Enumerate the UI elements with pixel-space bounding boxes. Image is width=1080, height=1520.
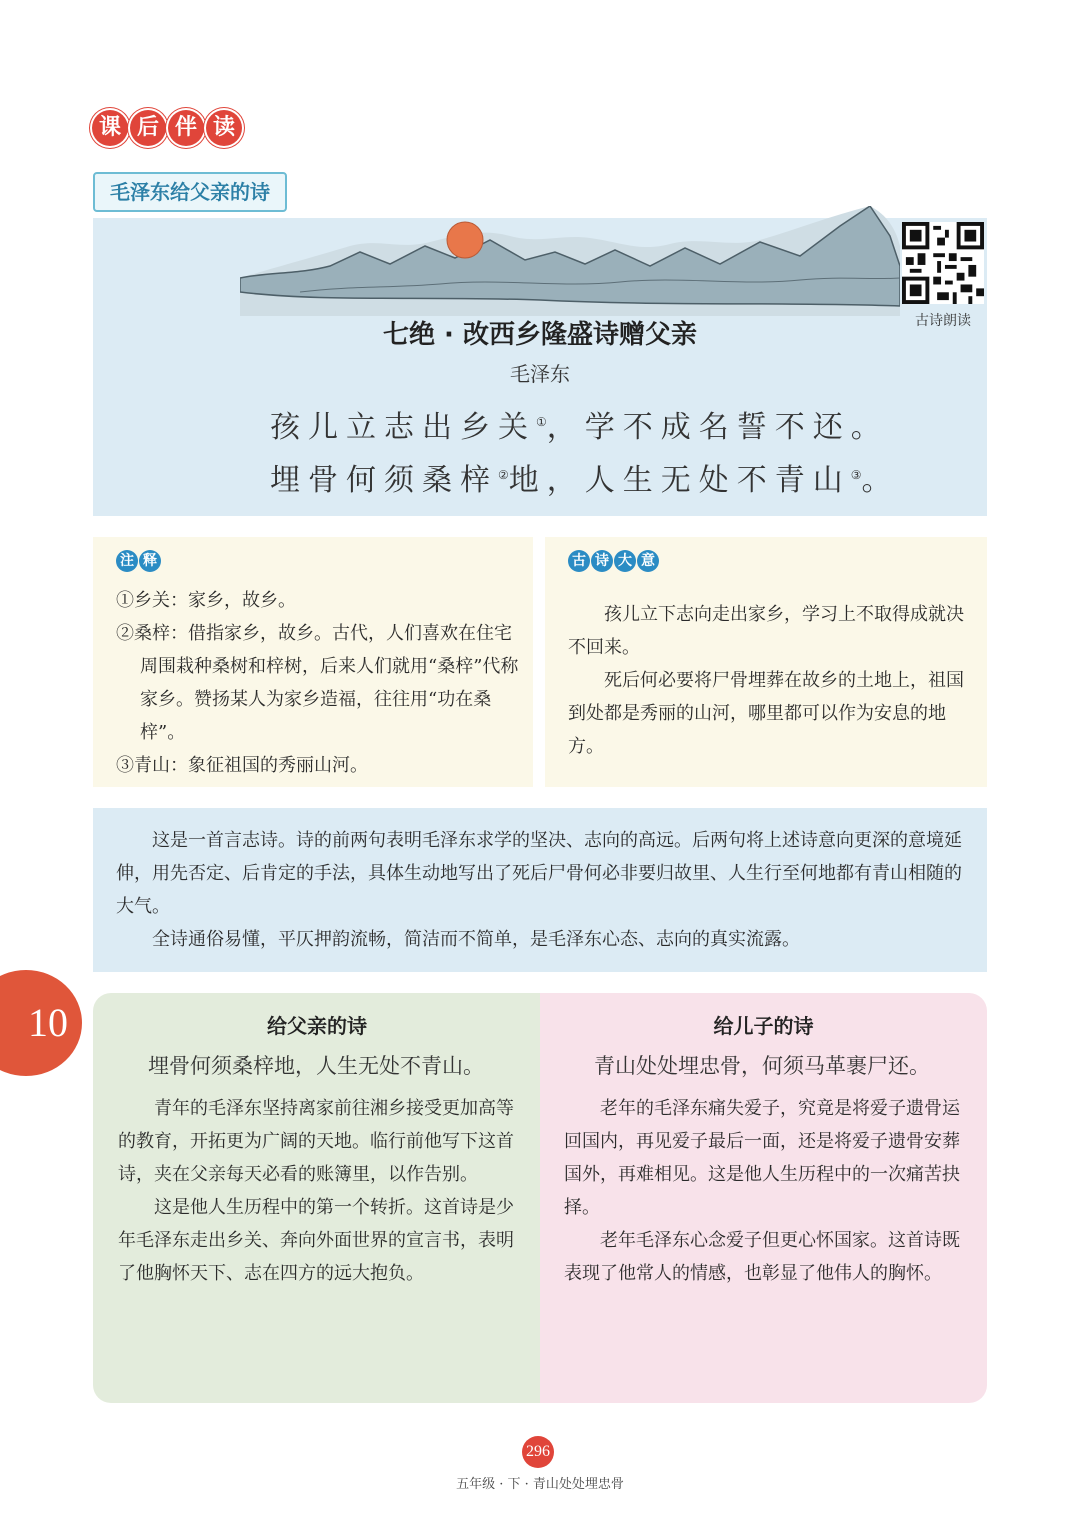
poem-line-2 (270, 455, 900, 499)
note-item: ②桑梓：借指家乡，故乡。古代，人们喜欢在住宅周围栽种桑树和梓树，后来人们就用“桑梓”代称家乡。赞扬某人为家乡造福，往往用“功在桑梓”。 (116, 623, 519, 743)
poem-text: 埋骨何须桑梓 (270, 463, 498, 498)
notes-list (116, 584, 521, 782)
father-poem-quote: 埋骨何须桑梓地，人生无处不青山。 (148, 1054, 484, 1078)
meaning-paragraph: 孩儿立下志向走出家乡，学习上不取得成就决不回来。 (568, 604, 964, 658)
son-poem-title: 给儿子的诗 (713, 1014, 814, 1038)
badge-char: 释 (139, 550, 161, 572)
badge-char: 课 (92, 110, 128, 146)
footer-text: 五年级 · 下 · 青山处处埋忠骨 (456, 1477, 624, 1492)
lesson-number: 10 (0, 970, 82, 1076)
father-poem-title: 给父亲的诗 (267, 1014, 367, 1038)
badge-char: 诗 (591, 550, 613, 572)
father-poem-body (118, 1092, 518, 1290)
son-poem-body (564, 1092, 964, 1290)
poem-text: ，学不成名誓不还。 (546, 410, 889, 445)
page-number: 296 (522, 1436, 554, 1468)
body-paragraph: 青年的毛泽东坚持离家前往湘乡接受更加高等的教育，开拓更为广阔的天地。临行前他写下这首诗，夹在父亲每天必看的账簿里，以作告别。 (118, 1098, 514, 1185)
badge-char: 古 (568, 550, 590, 572)
poem-author: 毛泽东 (510, 362, 570, 386)
mountain-illustration (240, 206, 900, 316)
commentary-paragraph: 全诗通俗易懂，平仄押韵流畅，简洁而不简单，是毛泽东心态、志向的真实流露。 (152, 929, 800, 950)
topic-tag: 毛泽东给父亲的诗 (93, 172, 287, 212)
badge-char: 意 (637, 550, 659, 572)
meaning-text (568, 598, 968, 763)
section-header-badge (92, 110, 242, 146)
badge-char: 注 (116, 550, 138, 572)
commentary-paragraph: 这是一首言志诗。诗的前两句表明毛泽东求学的坚决、志向的高远。后两句将上述诗意向更深的意境延伸，用先否定、后肯定的手法，具体生动地写出了死后尸骨何必非要归故里、人生行至何地都有青山相随的大气。 (116, 830, 962, 917)
badge-char: 后 (130, 110, 166, 146)
badge-char: 伴 (168, 110, 204, 146)
body-paragraph: 老年的毛泽东痛失爱子，究竟是将爱子遗骨运回国内，再见爱子最后一面，还是将爱子遗骨安葬国外，再难相见。这是他人生历程中的一次痛苦抉择。 (564, 1098, 960, 1218)
note-marker: ② (498, 468, 509, 482)
body-paragraph: 这是他人生历程中的第一个转折。这首诗是少年毛泽东走出乡关、奔向外面世界的宣言书，表明了他胸怀天下、志在四方的远大抱负。 (118, 1197, 514, 1284)
poem-line-1 (270, 402, 889, 446)
poem-title: 七绝 · 改西乡隆盛诗赠父亲 (383, 320, 697, 350)
note-item: ③青山：象征祖国的秀丽山河。 (116, 755, 368, 776)
notes-badge (116, 550, 161, 572)
body-paragraph: 老年毛泽东心念爱子但更心怀国家。这首诗既表现了他常人的情感，也彰显了他伟人的胸怀。 (564, 1230, 960, 1284)
note-item: ①乡关：家乡，故乡。 (116, 590, 296, 611)
qr-label: 古诗朗读 (915, 313, 971, 329)
son-poem-quote: 青山处处埋忠骨，何须马革裹尸还。 (594, 1054, 930, 1078)
note-marker: ① (536, 415, 547, 429)
badge-char: 大 (614, 550, 636, 572)
badge-char: 读 (206, 110, 242, 146)
meaning-paragraph: 死后何必要将尸骨埋葬在故乡的土地上，祖国到处都是秀丽的山河，哪里都可以作为安息的地方。 (568, 670, 964, 757)
poem-text: 。 (861, 463, 900, 498)
poem-text: 孩儿立志出乡关 (270, 410, 536, 445)
commentary-text (116, 824, 966, 956)
meaning-badge (568, 550, 659, 572)
note-marker: ③ (850, 468, 862, 482)
qr-code-icon[interactable] (902, 222, 984, 304)
sun-icon (447, 222, 483, 258)
poem-text: 地，人生无处不青山 (508, 463, 851, 498)
